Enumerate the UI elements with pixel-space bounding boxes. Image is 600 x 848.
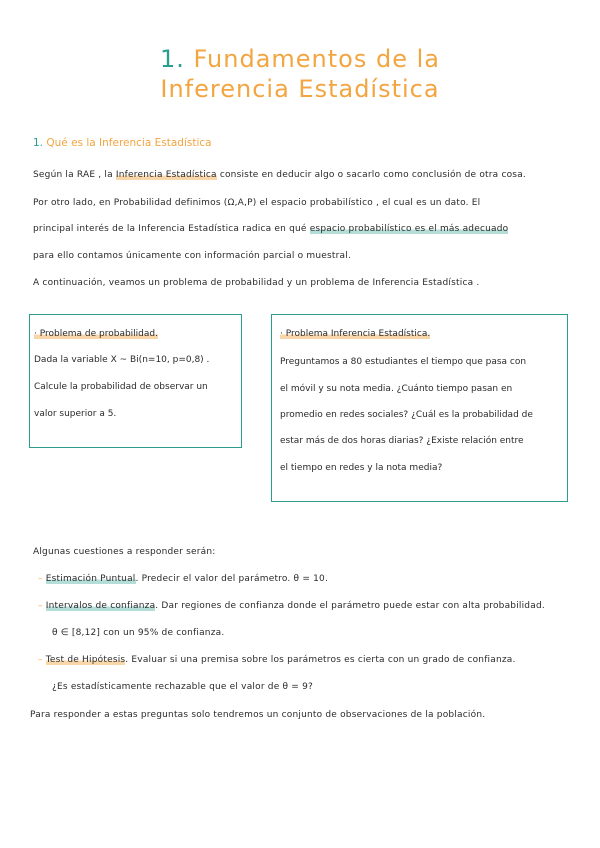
- page-title-line-2: Inferencia Estadística: [160, 75, 440, 103]
- question-text: . Predecir el valor del parámetro. θ = 10.: [135, 574, 329, 584]
- bullet-dash: –: [38, 601, 46, 611]
- box-right-line-2: el móvil y su nota media. ¿Cuánto tiempo pasan en: [280, 384, 513, 394]
- question-3: [38, 655, 516, 665]
- question-2: [38, 601, 545, 611]
- intro-line-3: [33, 224, 508, 234]
- intro-text: consiste en deducir algo o sacarlo como conclusión de otra cosa.: [216, 170, 526, 180]
- box-left-line-3: valor superior a 5.: [34, 409, 117, 419]
- box-right-line-5: el tiempo en redes y la nota media?: [280, 463, 443, 473]
- question-2-detail: θ ∈ [8,12] con un 95% de confianza.: [52, 628, 225, 638]
- probability-problem-box: [29, 314, 242, 448]
- box-left-line-1: Dada la variable X ~ Bi(n=10, p=0,8) .: [34, 355, 210, 365]
- bullet-dash: –: [38, 574, 46, 584]
- highlight-test: Test de Hipótesis: [45, 655, 126, 665]
- intro-line-1: [33, 170, 526, 180]
- section-text: Qué es la Inferencia Estadística: [46, 137, 212, 149]
- intro-line-4: para ello contamos únicamente con información parcial o muestral.: [33, 251, 352, 261]
- bullet-dash: –: [38, 655, 46, 665]
- box-right-line-1: Preguntamos a 80 estudiantes el tiempo que pasa con: [280, 357, 527, 367]
- question-text: . Dar regiones de confianza donde el parámetro puede estar con alta probabilidad.: [155, 601, 545, 611]
- intro-line-2: Por otro lado, en Probabilidad definimos (Ω,A,P) el espacio probabilístico , el cual es un dato. El: [33, 198, 481, 208]
- page-title-line-1: [0, 44, 600, 74]
- intro-line-5: A continuación, veamos un problema de probabilidad y un problema de Inferencia Estadística .: [33, 278, 480, 288]
- intro-text: principal interés de la Inferencia Estadística radica en qué: [33, 224, 310, 234]
- questions-intro: Algunas cuestiones a responder serán:: [33, 547, 216, 557]
- section-number: 1.: [33, 137, 44, 149]
- question-3-detail: ¿Es estadísticamente rechazable que el valor de θ = 9?: [52, 682, 313, 692]
- box-right-line-4: estar más de dos horas diarias? ¿Existe relación entre: [280, 436, 524, 446]
- box-right-heading-text: · Problema Inferencia Estadística.: [280, 329, 431, 339]
- box-right-line-3: promedio en redes sociales? ¿Cuál es la probabilidad de: [280, 410, 533, 420]
- closing-line: Para responder a estas preguntas solo tendremos un conjunto de observaciones de la población.: [30, 710, 486, 720]
- title-text-1: Fundamentos de la: [193, 45, 440, 73]
- highlight-inferencia: Inferencia Estadística: [115, 170, 217, 180]
- box-left-line-2: Calcule la probabilidad de observar un: [34, 382, 208, 392]
- box-left-heading: [34, 329, 158, 339]
- question-text: . Evaluar si una premisa sobre los parámetros es cierta con un grado de confianza.: [125, 655, 516, 665]
- box-left-heading-text: · Problema de probabilidad.: [34, 329, 158, 339]
- inference-problem-box: [271, 314, 568, 502]
- question-1: [38, 574, 328, 584]
- highlight-espacio: espacio probabilístico es el más adecuado: [309, 224, 509, 234]
- highlight-estimacion: Estimación Puntual: [45, 574, 136, 584]
- highlight-intervalos: Intervalos de confianza: [45, 601, 156, 611]
- intro-text: Según la RAE , la: [33, 170, 116, 180]
- box-right-heading: [280, 329, 430, 339]
- title-number: 1.: [160, 45, 185, 73]
- section-heading: [33, 137, 212, 149]
